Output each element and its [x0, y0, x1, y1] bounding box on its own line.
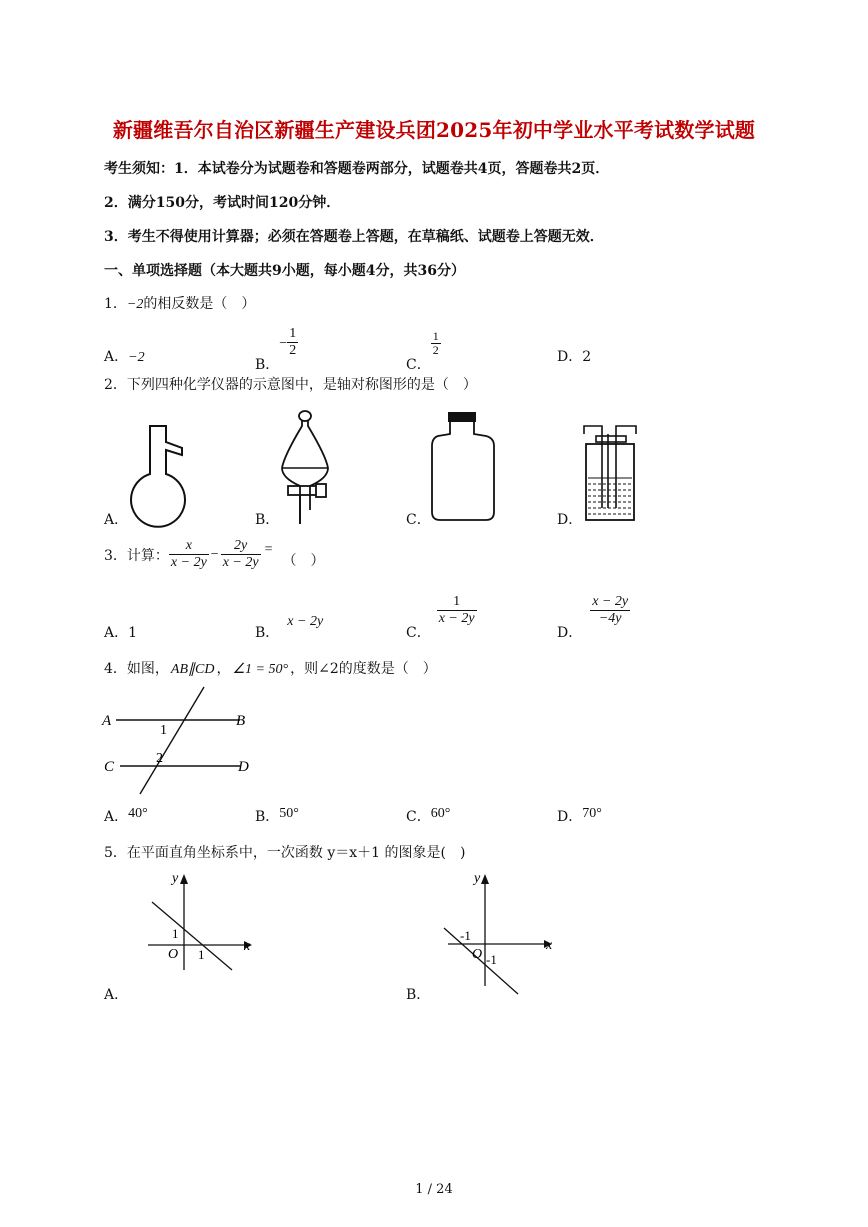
q3-option-a [104, 622, 137, 642]
label-c: C [104, 759, 115, 775]
q4-separator: ， [216, 661, 231, 677]
q1-option-c-label: C． [406, 357, 431, 373]
angle-1-label: 1 [160, 723, 167, 738]
q1-option-a-value: −2 [128, 350, 145, 365]
q3-f2-denominator: x − 2y [222, 555, 259, 570]
label-b: B [236, 713, 246, 729]
q4-option-d-value: 70° [582, 806, 602, 821]
q3-fraction-1 [169, 538, 209, 571]
q3-f1-numerator: x [185, 538, 192, 553]
q1-option-d-value: 2 [582, 349, 592, 365]
q3-option-d-fraction [590, 594, 630, 627]
q2-option-a: A． [104, 512, 129, 528]
q1-option-c-fraction [431, 330, 441, 357]
question-4 [104, 658, 437, 678]
gas-washing-bottle-diagram [580, 418, 640, 524]
q1-option-c [406, 330, 441, 374]
question-3 [104, 538, 324, 571]
q4-suffix: ，则∠2的度数是（ ） [290, 661, 437, 677]
q3-option-b-label: B． [255, 625, 280, 641]
q3-option-b-value: x − 2y [287, 614, 324, 629]
q3-option-b [255, 614, 323, 642]
q1-b-denominator: 2 [289, 343, 297, 358]
graph-a-y-label: y [172, 871, 179, 886]
q1-b-numerator: 1 [289, 326, 297, 341]
graph-b-y-tick: -1 [486, 952, 497, 967]
q1-expression: −2 [126, 297, 144, 312]
label-a: A [102, 713, 112, 729]
q3-prefix: 3．计算： [104, 547, 169, 564]
q4-option-c [406, 806, 450, 826]
q4-option-a [104, 806, 148, 826]
notice-line-3: 3．考生不得使用计算器；必须在答题卷上答题，在草稿纸、试题卷上答题无效． [104, 229, 604, 245]
q3-option-c-fraction [437, 594, 477, 627]
q1-stem: 的相反数是（ ） [143, 296, 256, 312]
q3-option-d-label: D． [557, 625, 583, 641]
q5-option-b: B． [406, 987, 431, 1003]
q1-option-b-sign: − [279, 335, 288, 351]
q3-option-c [406, 594, 477, 642]
q3-equals: = [264, 542, 273, 557]
q5-option-a: A． [104, 987, 129, 1003]
notice-line-1: 考生须知：1．本试卷分为试题卷和答题卷两部分，试题卷共4页，答题卷共2页． [104, 161, 610, 177]
question-5: 5．在平面直角坐标系中，一次函数 y＝x＋1 的图象是( ) [104, 845, 466, 861]
q4-prefix: 4．如图， [104, 661, 169, 677]
graph-a [140, 866, 260, 976]
graph-a-x-tick: 1 [198, 947, 205, 962]
q3-fraction-2 [221, 538, 261, 571]
q3-option-a-label: A． [104, 625, 129, 641]
q3-f1-denominator: x − 2y [170, 555, 207, 570]
q3-f2-numerator: 2y [234, 538, 248, 553]
q2-option-d: D． [557, 512, 583, 528]
reagent-bottle-diagram [428, 408, 498, 524]
question-1 [104, 293, 255, 313]
q4-option-b [255, 806, 299, 826]
q1-option-d-label: D． [557, 349, 583, 365]
q3-d-denominator: −4y [590, 610, 630, 627]
notice-line-2: 2．满分150分，考试时间120分钟． [104, 195, 341, 211]
q1-option-d [557, 346, 591, 366]
graph-b-x-label: x [546, 938, 553, 953]
q4-option-d [557, 806, 602, 826]
graph-b-y-label: y [474, 871, 481, 886]
q3-option-c-label: C． [406, 625, 431, 641]
q3-option-a-value: 1 [128, 625, 138, 641]
page-number: 1 / 24 [415, 1182, 453, 1197]
q1-c-numerator: 1 [432, 329, 439, 343]
q4-option-b-value: 50° [279, 806, 299, 821]
label-d: D [238, 759, 249, 775]
exam-title: 新疆维吾尔自治区新疆生产建设兵团2025年初中学业水平考试数学试题 [112, 118, 756, 142]
separatory-funnel-diagram [270, 406, 340, 526]
q4-option-b-label: B． [255, 809, 280, 825]
q4-condition-parallel: AB∥CD [170, 662, 215, 677]
q4-option-c-label: C． [406, 809, 431, 825]
q1-option-b-label: B． [255, 357, 280, 373]
graph-b-x-tick: -1 [460, 928, 471, 943]
graph-a-x-label: x [244, 939, 251, 954]
q3-option-d [557, 594, 630, 642]
q4-option-a-label: A． [104, 809, 129, 825]
graph-b [438, 866, 562, 998]
q4-option-a-value: 40° [128, 806, 148, 821]
q1-c-denominator: 2 [432, 343, 439, 357]
graph-b-origin: O [472, 947, 483, 962]
q1-option-b-fraction [287, 326, 298, 359]
q3-c-denominator: x − 2y [438, 611, 475, 626]
section-heading: 一、单项选择题（本大题共9小题，每小题4分，共36分） [104, 263, 465, 279]
graph-a-origin: O [168, 947, 179, 962]
q2-option-b: B． [255, 512, 280, 528]
q3-d-numerator: x − 2y [592, 594, 629, 609]
q4-option-d-label: D． [557, 809, 583, 825]
q1-option-b [255, 326, 298, 374]
question-2: 2．下列四种化学仪器的示意图中，是轴对称图形的是（ ） [104, 377, 477, 393]
graph-a-y-tick: 1 [172, 926, 179, 941]
q1-option-a [104, 346, 145, 366]
q4-condition-angle: ∠1 = 50° [232, 662, 289, 677]
q2-option-c: C． [406, 512, 431, 528]
q3-c-numerator: 1 [453, 594, 461, 609]
q1-option-a-label: A． [104, 349, 129, 365]
q4-option-c-value: 60° [430, 806, 451, 821]
q3-paren: （ ） [282, 552, 325, 569]
angle-2-label: 2 [156, 751, 163, 766]
round-flask-diagram [120, 420, 192, 528]
parallel-lines-diagram [100, 684, 260, 796]
q1-number: 1． [104, 296, 127, 312]
q3-minus: − [210, 546, 219, 562]
